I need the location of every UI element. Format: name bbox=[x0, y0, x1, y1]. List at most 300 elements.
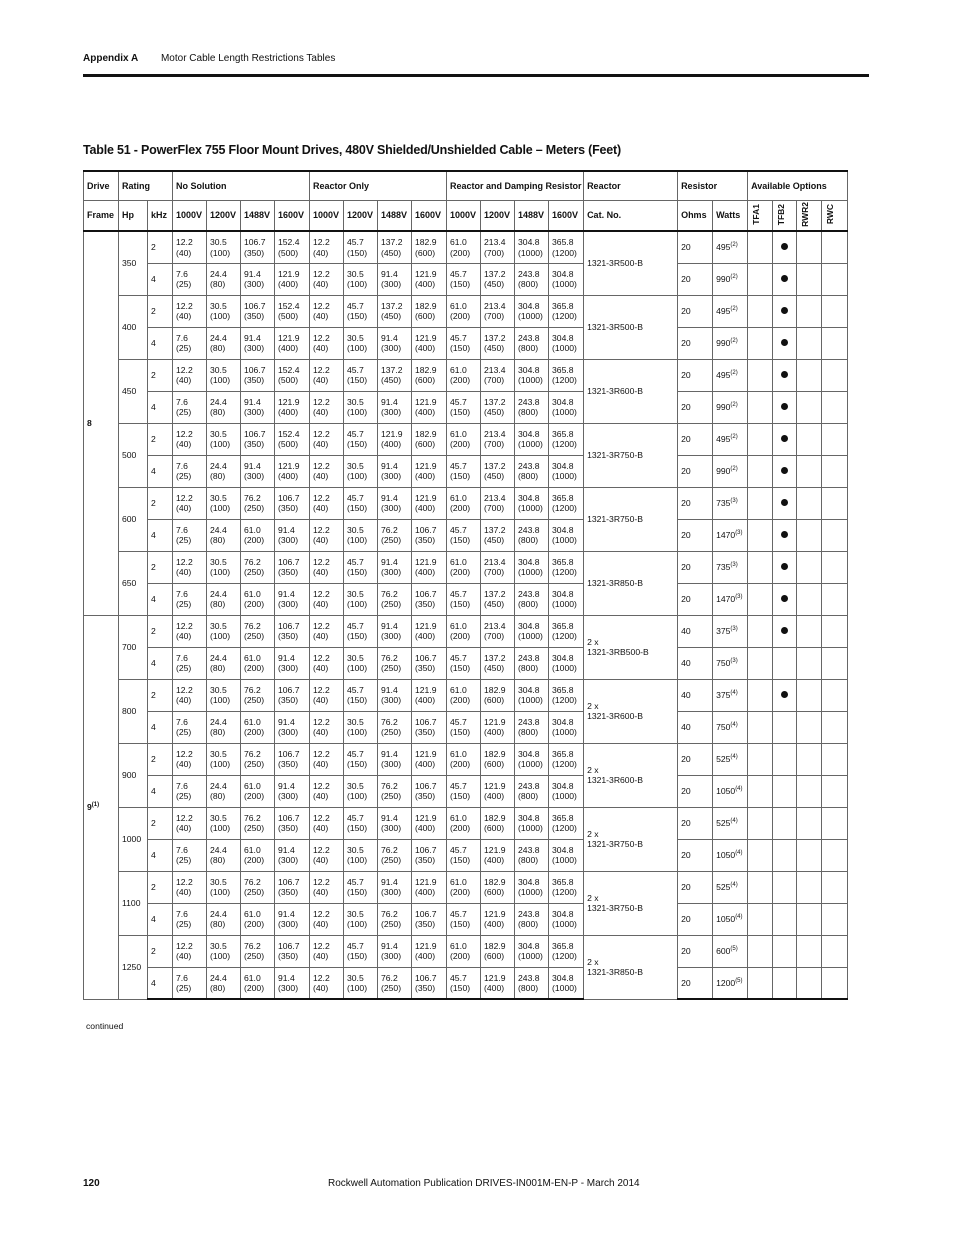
length-cell bbox=[344, 743, 378, 775]
length-feet: (100) bbox=[210, 375, 231, 386]
length-feet: (25) bbox=[176, 983, 192, 994]
length-cell bbox=[412, 839, 447, 871]
option-rwc-cell bbox=[822, 903, 848, 935]
length-feet: (600) bbox=[484, 951, 505, 962]
length-feet: (350) bbox=[415, 535, 436, 546]
length-meters: 61.0 bbox=[244, 588, 261, 599]
col-voltage: 1000V bbox=[173, 201, 207, 232]
length-meters: 7.6 bbox=[176, 716, 188, 727]
length-cell bbox=[447, 583, 481, 615]
option-tfb2-cell bbox=[773, 903, 797, 935]
length-cell bbox=[207, 487, 241, 519]
length-meters: 137.2 bbox=[381, 364, 403, 375]
length-meters: 24.4 bbox=[210, 460, 227, 471]
footnote-ref: (5) bbox=[730, 946, 738, 953]
length-feet: (800) bbox=[518, 727, 539, 738]
available-dot-icon bbox=[781, 467, 788, 474]
length-cell bbox=[344, 583, 378, 615]
length-feet: (300) bbox=[278, 727, 299, 738]
resistor-watts bbox=[713, 615, 748, 647]
length-feet: (40) bbox=[313, 311, 329, 322]
length-meters: 30.5 bbox=[210, 492, 227, 503]
length-cell bbox=[173, 743, 207, 775]
available-dot-icon bbox=[781, 563, 788, 570]
length-meters: 45.7 bbox=[450, 780, 467, 791]
option-tfa1-cell bbox=[748, 935, 773, 967]
length-feet: (350) bbox=[278, 823, 299, 834]
length-meters: 106.7 bbox=[278, 492, 300, 503]
length-feet: (150) bbox=[347, 311, 368, 322]
length-cell bbox=[378, 679, 412, 711]
length-feet: (800) bbox=[518, 471, 539, 482]
option-tfa1-cell bbox=[748, 583, 773, 615]
length-meters: 30.5 bbox=[210, 684, 227, 695]
length-cell bbox=[447, 935, 481, 967]
resistor-ohms: 20 bbox=[678, 967, 713, 999]
length-cell bbox=[515, 423, 549, 455]
length-meters: 304.8 bbox=[552, 588, 574, 599]
frame-label: 9 bbox=[87, 802, 92, 813]
length-meters: 30.5 bbox=[210, 428, 227, 439]
length-cell bbox=[241, 295, 275, 327]
length-meters: 121.9 bbox=[415, 492, 437, 503]
length-meters: 91.4 bbox=[278, 716, 295, 727]
available-dot-icon bbox=[781, 595, 788, 602]
length-cell bbox=[344, 519, 378, 551]
length-feet: (100) bbox=[210, 503, 231, 514]
length-meters: 106.7 bbox=[415, 716, 437, 727]
length-cell bbox=[412, 967, 447, 999]
length-feet: (25) bbox=[176, 343, 192, 354]
length-feet: (1200) bbox=[552, 503, 577, 514]
length-cell bbox=[310, 519, 344, 551]
length-meters: 365.8 bbox=[552, 940, 574, 951]
length-cell bbox=[275, 615, 310, 647]
length-cell bbox=[412, 295, 447, 327]
footnote-ref: (4) bbox=[735, 914, 743, 921]
length-meters: 12.2 bbox=[313, 940, 330, 951]
length-meters: 91.4 bbox=[278, 908, 295, 919]
length-feet: (350) bbox=[244, 247, 265, 258]
length-meters: 182.9 bbox=[415, 364, 437, 375]
length-cell bbox=[344, 679, 378, 711]
khz-cell: 4 bbox=[148, 263, 173, 295]
resistor-ohms: 40 bbox=[678, 711, 713, 743]
length-cell bbox=[173, 935, 207, 967]
table-row bbox=[84, 519, 848, 551]
appendix-label: Appendix A bbox=[83, 53, 139, 64]
length-cell bbox=[275, 519, 310, 551]
length-cell bbox=[275, 679, 310, 711]
option-rwr2-cell bbox=[797, 263, 822, 295]
length-feet: (350) bbox=[415, 663, 436, 674]
footnote-ref: (3) bbox=[730, 626, 738, 633]
option-tfa1-cell bbox=[748, 423, 773, 455]
length-meters: 61.0 bbox=[450, 364, 467, 375]
length-meters: 61.0 bbox=[244, 524, 261, 535]
length-meters: 12.2 bbox=[176, 748, 193, 759]
length-cell bbox=[241, 967, 275, 999]
length-meters: 45.7 bbox=[347, 492, 364, 503]
length-feet: (500) bbox=[278, 375, 299, 386]
length-meters: 121.9 bbox=[278, 332, 300, 343]
length-feet: (150) bbox=[450, 983, 471, 994]
option-rwr2-cell bbox=[797, 743, 822, 775]
length-meters: 121.9 bbox=[415, 396, 437, 407]
length-feet: (40) bbox=[176, 567, 192, 578]
length-cell bbox=[481, 711, 515, 743]
length-feet: (350) bbox=[244, 439, 265, 450]
khz-cell: 4 bbox=[148, 327, 173, 359]
watts-value: 495 bbox=[716, 306, 731, 317]
length-feet: (200) bbox=[450, 247, 471, 258]
length-cell bbox=[173, 391, 207, 423]
length-feet: (40) bbox=[176, 631, 192, 642]
length-meters: 106.7 bbox=[278, 684, 300, 695]
khz-cell: 4 bbox=[148, 583, 173, 615]
option-rwr2-cell bbox=[797, 423, 822, 455]
length-feet: (25) bbox=[176, 919, 192, 930]
length-meters: 106.7 bbox=[278, 940, 300, 951]
length-feet: (150) bbox=[347, 567, 368, 578]
length-meters: 45.7 bbox=[450, 908, 467, 919]
footnote-ref: (4) bbox=[730, 754, 738, 761]
length-meters: 243.8 bbox=[518, 268, 540, 279]
length-feet: (25) bbox=[176, 791, 192, 802]
length-cell bbox=[173, 231, 207, 263]
length-feet: (150) bbox=[347, 695, 368, 706]
length-cell bbox=[515, 743, 549, 775]
length-feet: (1000) bbox=[552, 535, 577, 546]
length-cell bbox=[275, 327, 310, 359]
length-feet: (100) bbox=[210, 695, 231, 706]
length-cell bbox=[275, 775, 310, 807]
option-rwr2-cell bbox=[797, 807, 822, 839]
length-cell bbox=[241, 231, 275, 263]
watts-value: 735 bbox=[716, 498, 731, 509]
length-feet: (300) bbox=[278, 663, 299, 674]
length-feet: (700) bbox=[484, 439, 505, 450]
length-meters: 304.8 bbox=[518, 492, 540, 503]
section-subtitle: Motor Cable Length Restrictions Tables bbox=[160, 53, 336, 64]
length-meters: 30.5 bbox=[210, 748, 227, 759]
length-meters: 45.7 bbox=[450, 972, 467, 983]
length-meters: 137.2 bbox=[484, 332, 506, 343]
length-feet: (40) bbox=[176, 887, 192, 898]
length-meters: 106.7 bbox=[244, 237, 266, 248]
length-meters: 182.9 bbox=[415, 428, 437, 439]
hp-cell: 800 bbox=[119, 679, 148, 743]
length-feet: (1200) bbox=[552, 311, 577, 322]
length-feet: (200) bbox=[450, 951, 471, 962]
length-cell bbox=[412, 327, 447, 359]
length-feet: (200) bbox=[244, 727, 265, 738]
reactor-cat-no: 2 x 1321-3R600-B bbox=[584, 679, 678, 743]
length-meters: 45.7 bbox=[450, 396, 467, 407]
length-cell bbox=[344, 231, 378, 263]
length-cell bbox=[412, 359, 447, 391]
length-cell bbox=[447, 263, 481, 295]
length-cell bbox=[447, 839, 481, 871]
resistor-ohms: 40 bbox=[678, 615, 713, 647]
col-voltage: 1600V bbox=[549, 201, 584, 232]
table-row bbox=[84, 807, 848, 839]
resistor-ohms: 20 bbox=[678, 743, 713, 775]
option-tfb2-cell bbox=[773, 743, 797, 775]
length-meters: 365.8 bbox=[552, 492, 574, 503]
length-meters: 30.5 bbox=[347, 396, 364, 407]
length-feet: (400) bbox=[484, 791, 505, 802]
running-header bbox=[83, 53, 335, 64]
length-feet: (300) bbox=[381, 407, 402, 418]
length-meters: 304.8 bbox=[552, 524, 574, 535]
length-feet: (400) bbox=[278, 471, 299, 482]
length-meters: 304.8 bbox=[518, 556, 540, 567]
length-feet: (300) bbox=[244, 279, 265, 290]
length-meters: 76.2 bbox=[244, 812, 261, 823]
option-rwc-cell bbox=[822, 391, 848, 423]
table-row bbox=[84, 295, 848, 327]
length-meters: 304.8 bbox=[552, 780, 574, 791]
length-cell bbox=[173, 775, 207, 807]
length-cell bbox=[481, 359, 515, 391]
col-voltage: 1000V bbox=[447, 201, 481, 232]
length-cell bbox=[241, 519, 275, 551]
available-dot-icon bbox=[781, 691, 788, 698]
length-feet: (400) bbox=[415, 503, 436, 514]
resistor-watts bbox=[713, 231, 748, 263]
length-meters: 7.6 bbox=[176, 972, 188, 983]
length-meters: 365.8 bbox=[552, 876, 574, 887]
length-meters: 121.9 bbox=[278, 268, 300, 279]
length-meters: 243.8 bbox=[518, 332, 540, 343]
length-meters: 12.2 bbox=[313, 492, 330, 503]
length-meters: 365.8 bbox=[552, 364, 574, 375]
khz-cell: 2 bbox=[148, 551, 173, 583]
length-cell bbox=[344, 455, 378, 487]
length-meters: 45.7 bbox=[347, 556, 364, 567]
length-cell bbox=[173, 967, 207, 999]
watts-value: 1050 bbox=[716, 850, 736, 861]
length-meters: 106.7 bbox=[244, 364, 266, 375]
length-feet: (350) bbox=[278, 695, 299, 706]
resistor-watts bbox=[713, 359, 748, 391]
length-feet: (300) bbox=[381, 823, 402, 834]
option-rwc-cell bbox=[822, 359, 848, 391]
length-cell bbox=[241, 423, 275, 455]
length-meters: 304.8 bbox=[552, 396, 574, 407]
length-feet: (450) bbox=[381, 247, 402, 258]
length-cell bbox=[207, 871, 241, 903]
length-meters: 61.0 bbox=[244, 652, 261, 663]
length-meters: 45.7 bbox=[347, 876, 364, 887]
option-rwc-cell bbox=[822, 295, 848, 327]
table-row bbox=[84, 263, 848, 295]
option-rwc-cell bbox=[822, 327, 848, 359]
khz-cell: 2 bbox=[148, 935, 173, 967]
length-cell bbox=[481, 935, 515, 967]
length-meters: 24.4 bbox=[210, 972, 227, 983]
khz-cell: 4 bbox=[148, 903, 173, 935]
option-tfb2-cell bbox=[773, 583, 797, 615]
length-cell bbox=[344, 967, 378, 999]
length-cell bbox=[310, 391, 344, 423]
length-feet: (100) bbox=[210, 567, 231, 578]
length-cell bbox=[481, 583, 515, 615]
length-feet: (200) bbox=[244, 855, 265, 866]
length-cell bbox=[173, 359, 207, 391]
col-voltage: 1488V bbox=[515, 201, 549, 232]
resistor-watts bbox=[713, 583, 748, 615]
length-feet: (400) bbox=[415, 695, 436, 706]
length-meters: 91.4 bbox=[244, 396, 261, 407]
length-feet: (1000) bbox=[552, 855, 577, 866]
resistor-ohms: 20 bbox=[678, 807, 713, 839]
length-meters: 12.2 bbox=[176, 428, 193, 439]
option-tfb2-cell bbox=[773, 519, 797, 551]
length-meters: 7.6 bbox=[176, 908, 188, 919]
footnote-ref: (2) bbox=[730, 242, 738, 249]
length-feet: (200) bbox=[450, 631, 471, 642]
hp-cell: 1100 bbox=[119, 871, 148, 935]
length-feet: (25) bbox=[176, 279, 192, 290]
length-meters: 152.4 bbox=[278, 428, 300, 439]
option-tfa1-cell bbox=[748, 807, 773, 839]
hp-cell: 1000 bbox=[119, 807, 148, 871]
length-meters: 45.7 bbox=[347, 620, 364, 631]
resistor-watts bbox=[713, 295, 748, 327]
option-rwr2-cell bbox=[797, 327, 822, 359]
option-tfb2-cell bbox=[773, 423, 797, 455]
length-feet: (1200) bbox=[552, 631, 577, 642]
length-cell bbox=[344, 903, 378, 935]
length-meters: 182.9 bbox=[484, 940, 506, 951]
length-feet: (450) bbox=[484, 343, 505, 354]
length-cell bbox=[344, 807, 378, 839]
option-rwr2-cell bbox=[797, 615, 822, 647]
table-row bbox=[84, 711, 848, 743]
length-cell bbox=[241, 551, 275, 583]
length-meters: 12.2 bbox=[313, 237, 330, 248]
col-group-options: Available Options bbox=[748, 171, 848, 201]
length-meters: 121.9 bbox=[415, 620, 437, 631]
length-meters: 121.9 bbox=[415, 556, 437, 567]
hp-cell: 1250 bbox=[119, 935, 148, 999]
length-feet: (200) bbox=[450, 695, 471, 706]
length-meters: 30.5 bbox=[347, 908, 364, 919]
col-voltage: 1200V bbox=[344, 201, 378, 232]
length-feet: (150) bbox=[450, 727, 471, 738]
hp-cell: 600 bbox=[119, 487, 148, 551]
option-rwr2-cell bbox=[797, 487, 822, 519]
length-feet: (80) bbox=[210, 535, 226, 546]
length-feet: (100) bbox=[347, 983, 368, 994]
length-meters: 30.5 bbox=[210, 940, 227, 951]
length-meters: 365.8 bbox=[552, 748, 574, 759]
length-cell bbox=[412, 903, 447, 935]
length-meters: 213.4 bbox=[484, 556, 506, 567]
option-tfa1-cell bbox=[748, 455, 773, 487]
available-dot-icon bbox=[781, 531, 788, 538]
length-feet: (200) bbox=[244, 663, 265, 674]
table-row bbox=[84, 647, 848, 679]
frame-cell bbox=[84, 615, 119, 999]
length-feet: (250) bbox=[244, 503, 265, 514]
resistor-watts bbox=[713, 967, 748, 999]
length-cell bbox=[310, 743, 344, 775]
length-feet: (250) bbox=[381, 919, 402, 930]
length-meters: 7.6 bbox=[176, 844, 188, 855]
length-feet: (300) bbox=[381, 567, 402, 578]
length-cell bbox=[241, 711, 275, 743]
available-dot-icon bbox=[781, 627, 788, 634]
length-cell bbox=[173, 807, 207, 839]
length-feet: (150) bbox=[450, 855, 471, 866]
table-row bbox=[84, 455, 848, 487]
resistor-ohms: 20 bbox=[678, 935, 713, 967]
length-cell bbox=[549, 647, 584, 679]
option-rwc-cell bbox=[822, 263, 848, 295]
length-meters: 182.9 bbox=[484, 876, 506, 887]
khz-cell: 4 bbox=[148, 711, 173, 743]
table-row bbox=[84, 935, 848, 967]
length-cell bbox=[515, 519, 549, 551]
resistor-watts bbox=[713, 647, 748, 679]
length-feet: (300) bbox=[278, 919, 299, 930]
col-khz: kHz bbox=[148, 201, 173, 232]
length-meters: 152.4 bbox=[278, 364, 300, 375]
length-meters: 106.7 bbox=[278, 876, 300, 887]
length-meters: 24.4 bbox=[210, 716, 227, 727]
resistor-ohms: 40 bbox=[678, 679, 713, 711]
khz-cell: 4 bbox=[148, 455, 173, 487]
length-meters: 304.8 bbox=[518, 812, 540, 823]
length-cell bbox=[378, 455, 412, 487]
length-feet: (1200) bbox=[552, 823, 577, 834]
length-feet: (350) bbox=[278, 567, 299, 578]
length-cell bbox=[515, 903, 549, 935]
length-feet: (100) bbox=[347, 471, 368, 482]
khz-cell: 2 bbox=[148, 423, 173, 455]
length-meters: 304.8 bbox=[518, 620, 540, 631]
length-cell bbox=[378, 583, 412, 615]
length-feet: (100) bbox=[347, 599, 368, 610]
length-meters: 30.5 bbox=[347, 780, 364, 791]
length-feet: (1000) bbox=[552, 343, 577, 354]
length-meters: 76.2 bbox=[244, 492, 261, 503]
hp-cell: 350 bbox=[119, 231, 148, 295]
length-cell bbox=[207, 903, 241, 935]
length-meters: 213.4 bbox=[484, 364, 506, 375]
resistor-watts bbox=[713, 263, 748, 295]
length-meters: 76.2 bbox=[381, 972, 398, 983]
length-meters: 121.9 bbox=[278, 460, 300, 471]
length-cell bbox=[207, 967, 241, 999]
length-cell bbox=[412, 711, 447, 743]
length-cell bbox=[549, 295, 584, 327]
watts-value: 375 bbox=[716, 626, 731, 637]
length-cell bbox=[207, 295, 241, 327]
length-meters: 30.5 bbox=[210, 876, 227, 887]
option-tfb2-cell bbox=[773, 711, 797, 743]
length-feet: (80) bbox=[210, 919, 226, 930]
length-meters: 45.7 bbox=[450, 332, 467, 343]
resistor-ohms: 20 bbox=[678, 551, 713, 583]
length-meters: 91.4 bbox=[278, 588, 295, 599]
length-feet: (40) bbox=[313, 983, 329, 994]
length-feet: (400) bbox=[415, 407, 436, 418]
length-feet: (700) bbox=[484, 375, 505, 386]
